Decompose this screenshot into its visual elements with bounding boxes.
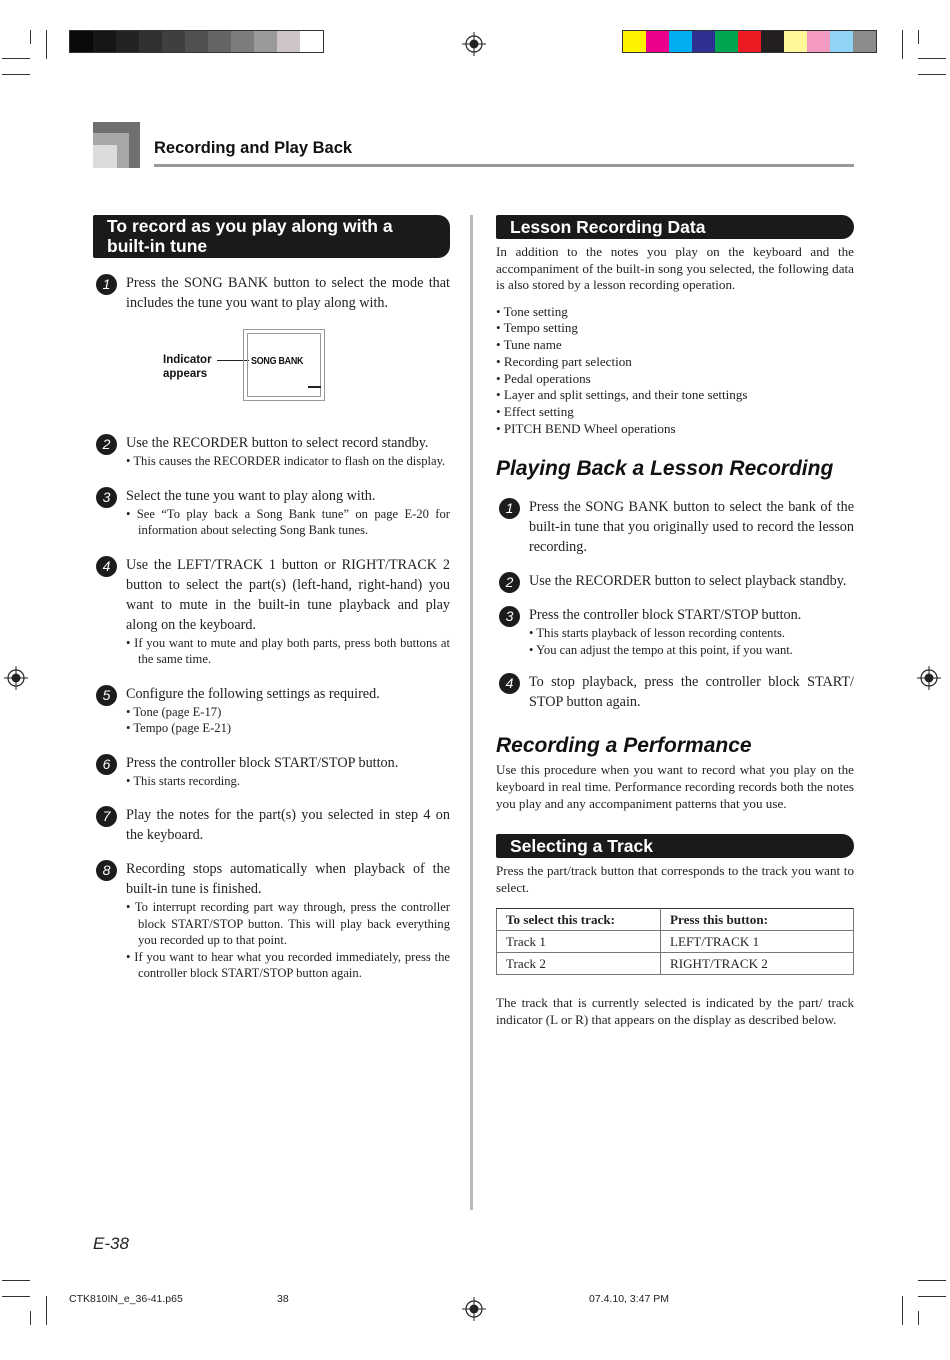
step-number: 8 bbox=[96, 860, 117, 881]
crop-mark bbox=[2, 58, 30, 59]
color-swatch bbox=[231, 31, 254, 52]
performance-text: Use this procedure when you want to record what you play on the keyboard in real time. Performance recording records both the notes you play and any accompaniment patterns that you use. bbox=[496, 762, 854, 811]
color-swatch bbox=[254, 31, 277, 52]
list-item: • Effect setting bbox=[496, 404, 574, 419]
registration-mark-icon bbox=[462, 32, 486, 56]
color-swatch bbox=[116, 31, 139, 52]
step-item bbox=[93, 486, 450, 539]
track-intro: Press the part/track button that corresponds to the track you want to select. bbox=[496, 863, 854, 895]
color-swatch bbox=[669, 31, 692, 52]
step-item bbox=[93, 805, 450, 845]
list-item: • Pedal operations bbox=[496, 370, 591, 386]
crop-mark bbox=[2, 74, 30, 75]
crop-mark bbox=[918, 1311, 919, 1325]
crop-mark bbox=[918, 1296, 946, 1297]
step-number: 2 bbox=[96, 434, 117, 455]
crop-mark bbox=[918, 58, 946, 59]
step-text: Press the controller block START/STOP button. bbox=[126, 754, 399, 771]
step-text: Use the RECORDER button to select playback standby. bbox=[529, 573, 847, 590]
step-item bbox=[93, 859, 450, 982]
color-swatch bbox=[715, 31, 738, 52]
table-cell: LEFT/TRACK 1 bbox=[661, 931, 854, 953]
color-swatch bbox=[807, 31, 830, 52]
column-divider bbox=[470, 215, 473, 1210]
step-note: • Tempo (page E-21) bbox=[126, 721, 232, 735]
lcd-illustration bbox=[93, 329, 450, 419]
step-text: Play the notes for the part(s) you selected in step 4 on the keyboard. bbox=[126, 807, 450, 843]
section-heading-record-along bbox=[93, 215, 450, 258]
step-text: To stop playback, press the controller block START/ STOP button again. bbox=[529, 674, 854, 711]
lcd-label-line: appears bbox=[163, 368, 208, 380]
step-note: • See “To play back a Song Bank tune” on page E-20 for information about selecting Song Bank tunes. bbox=[126, 506, 450, 537]
step-note: • Tone (page E-17) bbox=[126, 704, 222, 719]
step-note: • To interrupt recording part way through, press the controller block START/STOP button. This will play back everything you recorded up to that point. bbox=[126, 900, 450, 947]
slug-sheet: 38 bbox=[277, 1293, 289, 1305]
registration-mark-icon bbox=[917, 666, 941, 690]
color-swatch bbox=[300, 31, 323, 52]
lcd-indicator-text: SONG BANK bbox=[251, 355, 304, 367]
step-text: Press the SONG BANK button to select the mode that includes the tune you want to play along with. bbox=[126, 275, 450, 311]
color-swatch bbox=[830, 31, 853, 52]
crop-mark bbox=[902, 30, 903, 59]
step-note: • This causes the RECORDER indicator to flash on the display. bbox=[126, 454, 446, 468]
color-swatch bbox=[623, 31, 646, 52]
color-swatch bbox=[93, 31, 116, 52]
color-swatch-bar bbox=[622, 30, 877, 53]
step-note: • If you want to hear what you recorded immediately, press the controller block START/STOP button again. bbox=[126, 949, 450, 980]
crop-mark bbox=[918, 1280, 946, 1281]
header-rule bbox=[154, 164, 854, 167]
color-swatch bbox=[646, 31, 669, 52]
color-swatch bbox=[185, 31, 208, 52]
step-note: • You can adjust the tempo at this point, if you want. bbox=[529, 642, 793, 657]
crop-mark bbox=[918, 30, 919, 44]
list-item: • Layer and split settings, and their tone settings bbox=[496, 387, 748, 403]
color-swatch bbox=[139, 31, 162, 52]
table-cell: RIGHT/TRACK 2 bbox=[661, 953, 854, 975]
right-column bbox=[496, 215, 854, 1029]
step-item bbox=[93, 433, 450, 470]
step-text: Press the SONG BANK button to select the bank of the built-in tune that you originally used to record the lesson recording. bbox=[529, 499, 854, 556]
step-text: Select the tune you want to play along with. bbox=[126, 487, 376, 504]
registration-mark-icon bbox=[462, 1297, 486, 1321]
header-decoration bbox=[93, 122, 140, 168]
step-note: • If you want to mute and play both parts, press both buttons at the same time. bbox=[126, 635, 450, 666]
table-cell: Track 1 bbox=[497, 931, 661, 953]
step-text: Use the LEFT/TRACK 1 button or RIGHT/TRACK 2 button to select the part(s) (left-hand, right-hand) you want to mute in the built-in tune playback and play along on the keyboard. bbox=[126, 556, 450, 633]
crop-mark bbox=[30, 30, 31, 44]
table-row bbox=[497, 931, 854, 953]
step-item bbox=[496, 605, 854, 658]
color-swatch bbox=[738, 31, 761, 52]
list-item: • Tone setting bbox=[496, 303, 568, 319]
step-text: Press the controller block START/STOP button. bbox=[529, 607, 802, 624]
step-item bbox=[496, 571, 854, 591]
step-item bbox=[496, 497, 854, 557]
heading-line: To record as you play along with a bbox=[107, 216, 393, 236]
lcd-callout-label bbox=[163, 353, 212, 381]
color-swatch bbox=[761, 31, 784, 52]
section-heading-selecting-track: Selecting a Track bbox=[496, 834, 854, 858]
registration-mark-icon bbox=[4, 666, 28, 690]
lcd-label-line: Indicator bbox=[163, 354, 212, 366]
section-heading-lesson-data: Lesson Recording Data bbox=[496, 215, 854, 239]
crop-mark bbox=[46, 1296, 47, 1325]
list-item: • Recording part selection bbox=[496, 353, 632, 369]
step-note: • This starts playback of lesson recording contents. bbox=[529, 626, 785, 641]
track-table bbox=[496, 908, 854, 975]
step-number: 6 bbox=[96, 754, 117, 775]
step-text: Configure the following settings as required. bbox=[126, 685, 380, 702]
slug-filename: CTK810IN_e_36-41.p65 bbox=[69, 1293, 183, 1305]
step-item bbox=[93, 684, 450, 737]
table-row bbox=[497, 953, 854, 975]
page-number: E-38 bbox=[93, 1234, 129, 1253]
table-cell: Track 2 bbox=[497, 953, 661, 975]
step-number: 4 bbox=[96, 556, 117, 577]
step-item bbox=[93, 753, 450, 790]
step-number: 4 bbox=[499, 673, 520, 694]
crop-mark bbox=[30, 1311, 31, 1325]
heading-playing-back: Playing Back a Lesson Recording bbox=[496, 457, 834, 481]
step-number: 3 bbox=[96, 487, 117, 508]
step-number: 3 bbox=[499, 606, 520, 627]
color-swatch bbox=[853, 31, 876, 52]
color-swatch bbox=[162, 31, 185, 52]
step-text: Recording stops automatically when playback of the built-in tune is finished. bbox=[126, 861, 450, 897]
crop-mark bbox=[918, 74, 946, 75]
step-number: 1 bbox=[499, 498, 520, 519]
list-item: • PITCH BEND Wheel operations bbox=[496, 420, 676, 436]
page-section-title: Recording and Play Back bbox=[154, 139, 353, 157]
lesson-data-intro: In addition to the notes you play on the keyboard and the accompaniment of the built-in song you selected, the following data is also stored by a lesson recording operation. bbox=[496, 244, 854, 293]
left-column bbox=[93, 215, 450, 982]
step-item bbox=[93, 273, 450, 313]
color-swatch bbox=[208, 31, 231, 52]
crop-mark bbox=[902, 1296, 903, 1325]
heading-recording-performance: Recording a Performance bbox=[496, 734, 752, 758]
lesson-data-list bbox=[496, 304, 854, 438]
track-outro: The track that is currently selected is indicated by the part/ track indicator (L or R) that appears on the display as described below. bbox=[496, 995, 854, 1027]
lcd-segment bbox=[308, 386, 321, 388]
crop-mark bbox=[46, 30, 47, 59]
color-swatch bbox=[692, 31, 715, 52]
step-item bbox=[93, 555, 450, 668]
slug-date: 07.4.10, 3:47 PM bbox=[589, 1293, 669, 1305]
color-swatch bbox=[277, 31, 300, 52]
gray-swatch-bar bbox=[69, 30, 324, 53]
step-number: 1 bbox=[96, 274, 117, 295]
crop-mark bbox=[2, 1296, 30, 1297]
table-header-row bbox=[497, 909, 854, 931]
step-number: 7 bbox=[96, 806, 117, 827]
step-item bbox=[496, 672, 854, 712]
crop-mark bbox=[2, 1280, 30, 1281]
step-number: 5 bbox=[96, 685, 117, 706]
color-swatch bbox=[70, 31, 93, 52]
list-item: • Tune name bbox=[496, 337, 562, 353]
list-item: • Tempo setting bbox=[496, 320, 578, 336]
table-header-cell: To select this track: bbox=[497, 909, 661, 931]
heading-line: built-in tune bbox=[107, 236, 208, 256]
color-swatch bbox=[784, 31, 807, 52]
step-text: Use the RECORDER button to select record standby. bbox=[126, 435, 429, 451]
step-note: • This starts recording. bbox=[126, 773, 241, 788]
table-header-cell: Press this button: bbox=[661, 909, 854, 931]
step-number: 2 bbox=[499, 572, 520, 593]
